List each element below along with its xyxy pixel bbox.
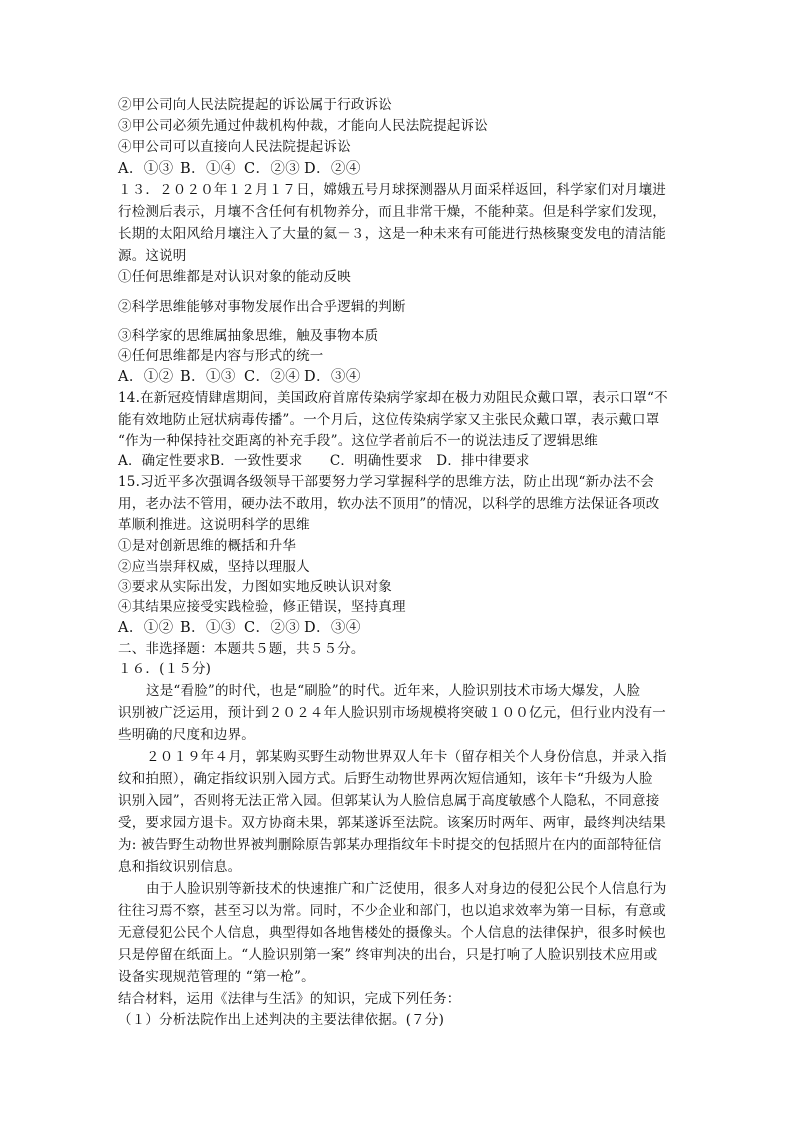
q15-stem-line-2: 用，老办法不管用，硬办法不敢用，软办法不顶用”的情况，以科学的思维方法保证各项改 [118,496,660,512]
q15-stem-line-3: 革顺利推进。这说明科学的思维 [118,517,310,533]
q13-option-d: D．③④ [304,369,361,385]
q16-p3-line-4: 只是停留在纸面上。“人脸识别第一案” 终审判决的出台，只是打响了人脸识别技术应用或 [118,947,658,963]
q14-stem-line-1: 14.在新冠疫情肆虐期间，美国政府首席传染病学家却在极力劝阻民众戴口罩，表示口罩“不 [118,390,668,406]
q15-stem-line-1: 15.习近平多次强调各级领导干部要努力学习掌握科学的思维方法，防止出现“新办法不会 [118,474,655,490]
q13-statement-4: ④任何思维都是内容与形式的统一 [118,348,324,364]
q13-statement-3: ③科学家的思维属抽象思维，触及事物本质 [118,328,379,344]
q16-heading: １６．(１５分) [118,661,212,677]
q16-p2-line-3: 识别入园”，否则将无法正常入园。但郭某认为人脸信息属于高度敏感个人隐私，不同意接 [118,793,660,809]
q15-option-b: B．①③ [180,620,236,636]
section-2-heading: 二、非选择题：本题共５题，共５５分。 [118,641,365,657]
q15-statement-3: ③要求从实际出发，力图如实地反映认识对象 [118,579,392,595]
q16-task-1: （１）分析法院作出上述判决的主要法律依据。(７分) [118,1012,445,1028]
q12-option-a: A．①③ [118,161,174,177]
q15-option-a: A．①② [118,620,174,636]
q15-statement-1: ①是对创新思维的概括和升华 [118,538,297,554]
q16-p2-line-6: 息和指纹识别信息。 [118,859,242,875]
q16-p2-line-4: 受，要求园方退卡。双方协商未果，郭某遂诉至法院。该案历时两年、两审，最终判决结果 [118,815,666,831]
q13-option-b: B．①③ [180,369,236,385]
q12-statement-3: ③甲公司必须先通过仲裁机构仲裁，才能向人民法院提起诉讼 [118,118,488,134]
q13-options [118,368,361,387]
q12-statement-2: ②甲公司向人民法院提起的诉讼属于行政诉讼 [118,97,392,113]
q14-stem-line-3: “作为一种保持社交距离的补充手段”。这位学者前后不一的说法违反了逻辑思维 [118,433,599,449]
q12-statement-4: ④甲公司可以直接向人民法院提起诉讼 [118,139,351,155]
q16-task-instruction: 结合材料，运用《法律与生活》的知识，完成下列任务： [118,991,461,1007]
q16-p3-line-3: 无意侵犯公民个人信息，典型得如各地售楼处的摄像头。个人信息的法律保护，很多时候也 [118,925,666,941]
q13-stem-line-2: 行检测后表示，月壤不含任何有机物养分，而且非常干燥，不能种菜。但是科学家们发现， [118,204,666,220]
q15-option-c: C．②③ [244,620,301,636]
q12-option-b: B．①④ [180,161,236,177]
q15-options [118,619,361,638]
q14-stem-line-2: 能有效地防止冠状病毒传播”。一个月后，这位传染病学家又主张民众戴口罩，表示戴口罩 [118,412,660,428]
q14-options: A．确定性要求B．一致性要求 C．明确性要求 D．排中律要求 [118,453,530,469]
q16-p3-line-1: 由于人脸识别等新技术的快速推广和广泛使用，很多人对身边的侵犯公民个人信息行为 [146,881,667,897]
q15-statement-4: ④其结果应接受实践检验，修正错误，坚持真理 [118,599,406,615]
q16-p3-line-5: 设备实现规范管理的 “第一枪”。 [118,969,315,985]
q15-statement-2: ②应当崇拜权威，坚持以理服人 [118,559,310,575]
q13-stem-line-1: １３．２０２０年１２月１７日，嫦娥五号月球探测器从月面采样返回，科学家们对月壤进 [118,182,666,198]
q13-stem-line-3: 长期的太阳风给月壤注入了大量的氦－３，这是一种未来有可能进行热核聚变发电的清洁能 [118,226,666,242]
q16-p1-line-3: 些明确的尺度和边界。 [118,727,255,743]
q16-p2-line-5: 为: 被告野生动物世界被判删除原告郭某办理指纹年卡时提交的包括照片在内的面部特征信 [118,837,662,853]
q16-p2-line-1: ２０１９年４月，郭某购买野生动物世界双人年卡（留存相关个人身份信息，并录入指 [146,749,667,765]
q13-statement-1: ①任何思维都是对认识对象的能动反映 [118,269,351,285]
q12-options [118,160,361,179]
q15-option-d: D．③④ [304,620,361,636]
q16-p1-line-2: 识别被广泛运用，预计到２０２４年人脸识别市场规模将突破１００亿元，但行业内没有一 [118,705,666,721]
q16-p1-line-1: 这是“看脸”的时代，也是“刷脸”的时代。近年来，人脸识别技术市场大爆发，人脸 [146,683,641,699]
q13-option-a: A．①② [118,369,174,385]
q13-option-c: C．②④ [244,369,301,385]
q12-option-c: C．②③ [244,161,301,177]
q16-p3-line-2: 往往习焉不察，甚至习以为常。同时，不少企业和部门，也以追求效率为第一目标，有意或 [118,903,666,919]
q16-p2-line-2: 纹和拍照），确定指纹识别入园方式。后野生动物世界两次短信通知，该年卡“升级为人脸 [118,771,653,787]
q12-option-d: D．②④ [304,161,361,177]
q13-stem-line-4: 源。这说明 [118,248,187,264]
q13-statement-2: ②科学思维能够对事物发展作出合乎逻辑的判断 [118,299,406,315]
